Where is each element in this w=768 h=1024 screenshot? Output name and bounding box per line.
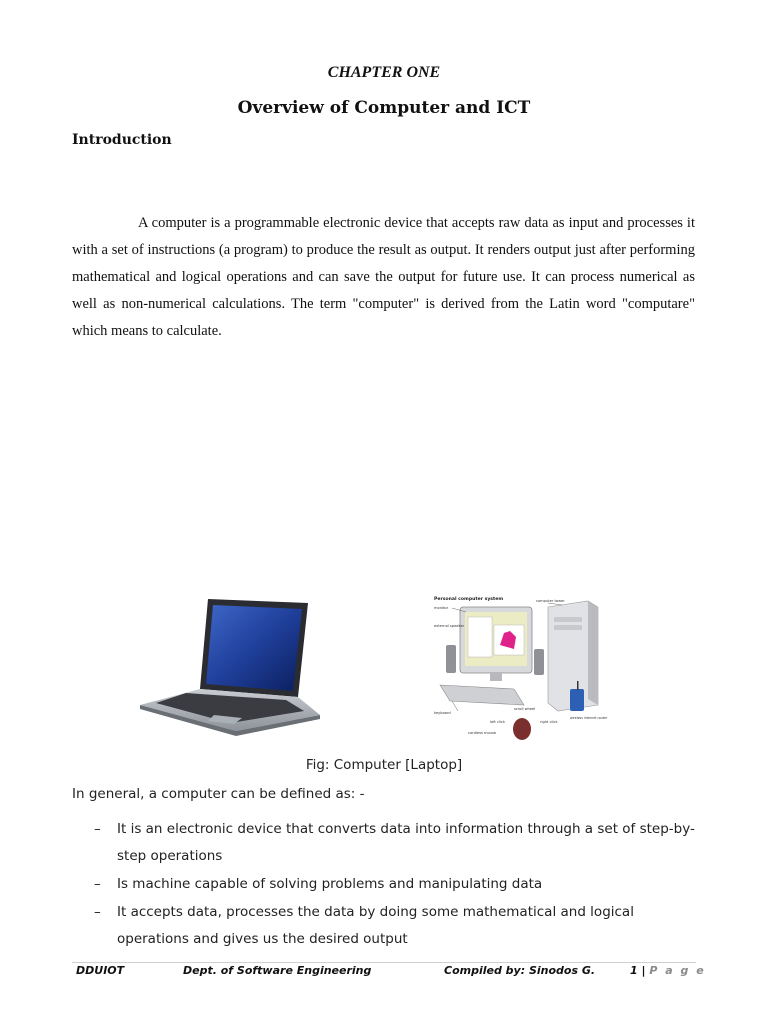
list-item-text: It accepts data, processes the data by doing some mathematical and logical operations and gives us the desired output xyxy=(117,904,634,947)
bullet-dash: – xyxy=(94,904,101,920)
page-number: 1 xyxy=(630,964,638,977)
list-item xyxy=(94,899,704,953)
label-tower: computer tower xyxy=(536,599,565,603)
footer-institution: DDUIOT xyxy=(76,964,125,977)
figure-caption: Fig: Computer [Laptop] xyxy=(305,757,463,773)
bullet-dash: – xyxy=(94,876,101,892)
label-router: wireless internet router xyxy=(570,716,608,720)
label-right-click: right click xyxy=(540,720,558,724)
section-heading: Introduction xyxy=(72,132,172,148)
intro-paragraph xyxy=(72,210,695,345)
chapter-heading: CHAPTER ONE xyxy=(327,64,441,81)
list-item-text: Is machine capable of solving problems and manipulating data xyxy=(117,876,543,892)
definition-intro: In general, a computer can be defined as: - xyxy=(72,786,365,802)
footer-department: Dept. of Software Engineering xyxy=(183,964,372,977)
footer-compiled-by: Compiled by: Sinodos G. xyxy=(444,964,596,977)
label-cordless-mouse: cordless mouse xyxy=(468,731,497,735)
definition-list xyxy=(94,816,704,954)
label-scroll-wheel: scroll wheel xyxy=(514,707,536,711)
bullet-dash: – xyxy=(94,821,101,837)
pc-system-diagram xyxy=(430,593,615,743)
laptop-image xyxy=(138,593,328,740)
footer-page xyxy=(630,964,706,977)
label-keyboard: keyboard xyxy=(434,711,451,715)
page-label: P a g e xyxy=(649,964,706,977)
footer-divider xyxy=(72,962,696,963)
page-title: Overview of Computer and ICT xyxy=(237,98,531,118)
list-item xyxy=(94,871,704,898)
page-separator: | xyxy=(641,964,646,977)
list-item-text: It is an electronic device that converts data into information through a set of step-by-step operations xyxy=(117,821,695,864)
diagram-heading: Personal computer system xyxy=(434,597,504,602)
label-monitor: monitor xyxy=(434,606,449,610)
label-speaker: external speaker xyxy=(434,624,465,628)
intro-paragraph-text: A computer is a programmable electronic device that accepts raw data as input and processes it with a set of instructions (a program) to produce the result as output. It renders output just after performing mathematical and logical operations and can save the output for future use. It can process numerical as well as non-numerical calculations. The term "computer" is derived from the Latin word "computare" which means to calculate. xyxy=(72,215,695,339)
label-left-click: left click xyxy=(490,720,505,724)
list-item xyxy=(94,816,704,870)
